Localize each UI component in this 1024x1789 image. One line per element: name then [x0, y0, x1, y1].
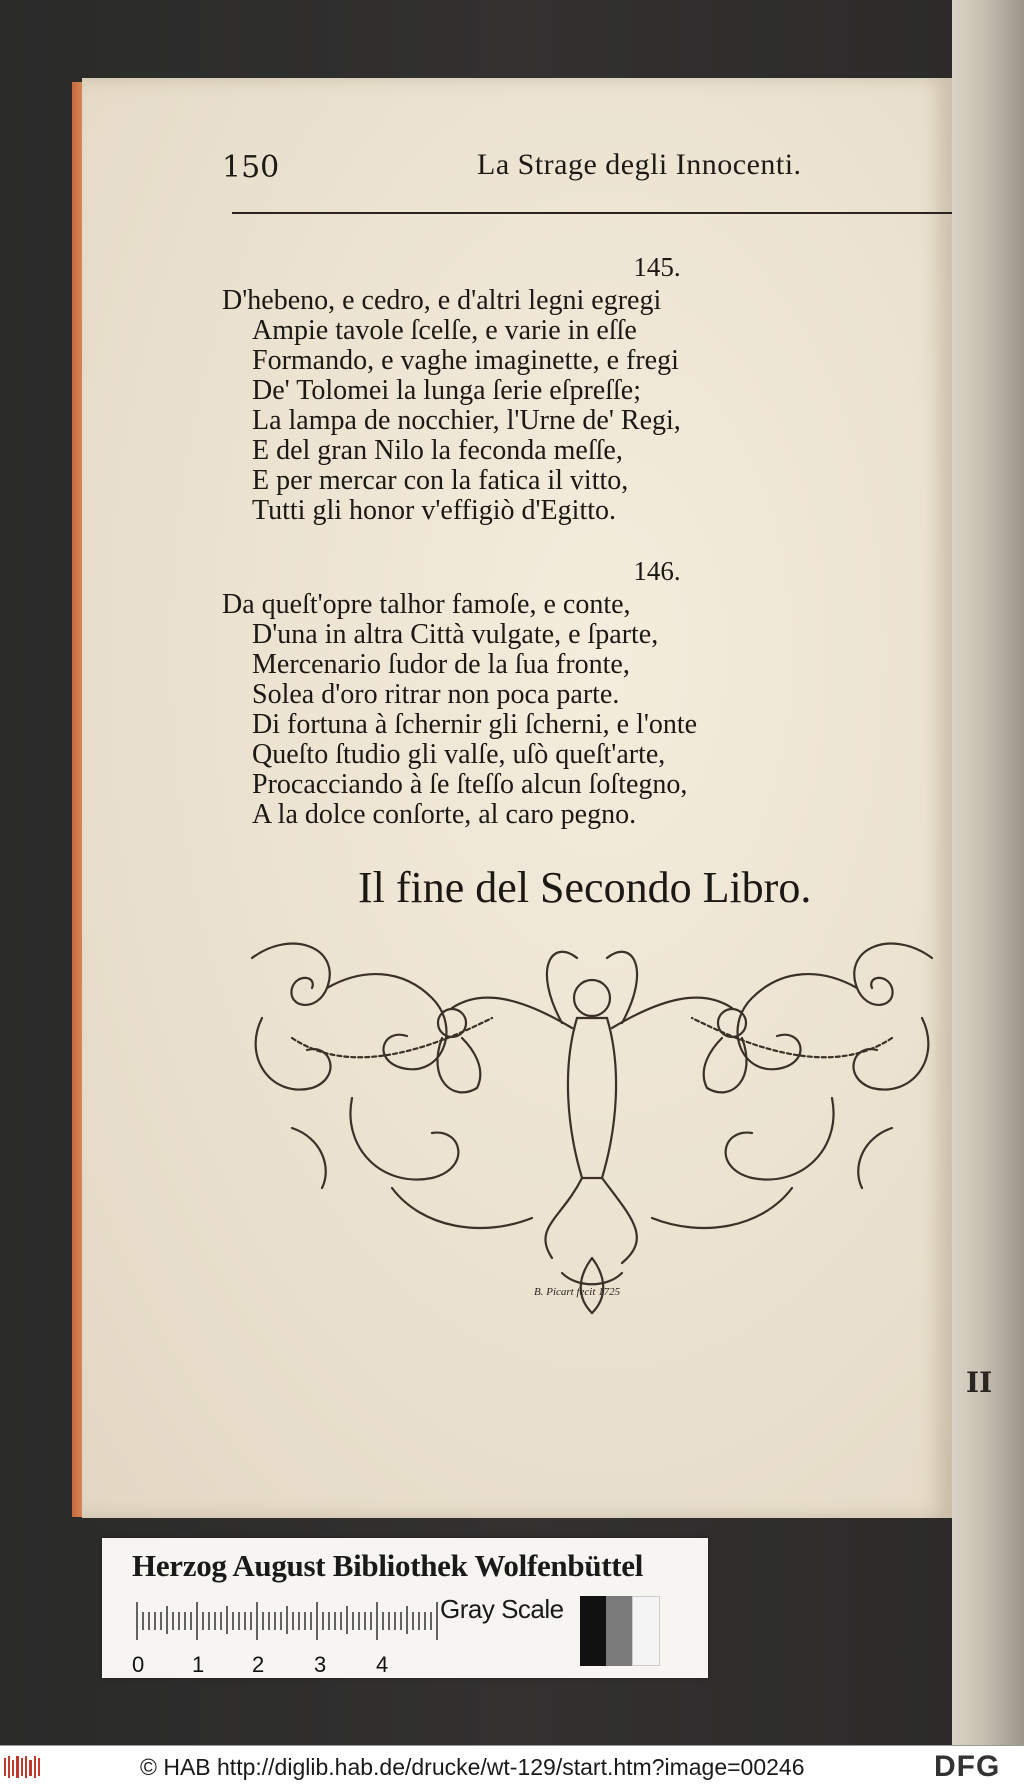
verse-line: Ampie tavole ſcelſe, e varie in eſſe — [252, 315, 637, 346]
scale-number: 0 — [132, 1652, 145, 1677]
hab-barcode-logo-icon — [4, 1754, 44, 1780]
verse-line: Mercenario ſudor de la ſua fronte, — [252, 649, 630, 680]
verse-line: Formando, e vaghe imaginette, e fregi — [252, 345, 679, 376]
verse-line: E per mercar con la fatica il vitto, — [252, 465, 629, 496]
scale-number: 1 — [192, 1652, 205, 1677]
verse-line: Solea d'oro ritrar non poca parte. — [252, 679, 620, 710]
dfg-logo: DFG — [934, 1750, 1001, 1783]
footer-bar — [0, 1745, 1024, 1789]
swatch-black — [580, 1596, 606, 1666]
running-title: La Strage degli Innocenti. — [477, 148, 802, 181]
gray-scale-swatches — [580, 1596, 660, 1666]
header-rule — [232, 212, 952, 214]
library-name: Herzog August Bibliothek Wolfenbüttel — [132, 1548, 644, 1583]
running-head — [222, 148, 902, 198]
verse-line: E del gran Nilo la feconda meſſe, — [252, 435, 623, 466]
stanza-number: 146. — [633, 556, 681, 586]
verse-line: Di fortuna à ſchernir gli ſcherni, e l'onte — [252, 709, 698, 740]
closing-title: Il fine del Secondo Libro. — [358, 863, 812, 912]
swatch-white — [632, 1596, 660, 1666]
swatch-gray — [606, 1596, 632, 1666]
verse-line: Da queſt'opre talhor famoſe, e conte, — [222, 589, 631, 620]
scale-number: 3 — [314, 1652, 327, 1677]
verse-line: Tutti gli honor v'effigiò d'Egitto. — [252, 495, 616, 526]
verse-line: De' Tolomei la lunga ſerie eſpreſſe; — [252, 375, 641, 406]
page-number: 150 — [222, 150, 280, 185]
verse-line: D'hebeno, e cedro, e d'altri legni egregi — [222, 285, 662, 316]
stanza-number: 145. — [633, 252, 681, 282]
engraver-signature: B. Picart fecit 1725 — [534, 1286, 621, 1298]
facing-page-mark: II — [966, 1366, 993, 1399]
scale-number: 2 — [252, 1652, 265, 1677]
verse-line: Queſto ſtudio gli valſe, uſò queſt'arte, — [252, 739, 666, 770]
color-calibration-card — [102, 1538, 708, 1678]
copyright-link[interactable]: © HAB http://diglib.hab.de/drucke/wt-129/start.htm?image=00246 — [140, 1754, 805, 1780]
verse-line: La lampa de nocchier, l'Urne de' Regi, — [252, 405, 681, 436]
scale-number: 4 — [376, 1652, 389, 1677]
verse-line: Procacciando à ſe ſteſſo alcun ſoſtegno, — [252, 769, 688, 800]
verse-line: D'una in altra Città vulgate, e ſparte, — [252, 619, 659, 650]
facing-page — [952, 0, 1024, 1745]
verse-line: A la dolce conſorte, al caro pegno. — [252, 799, 637, 830]
gray-scale-label: Gray Scale — [440, 1594, 564, 1624]
book-page — [82, 78, 952, 1518]
ornamental-vignette — [232, 928, 952, 1328]
